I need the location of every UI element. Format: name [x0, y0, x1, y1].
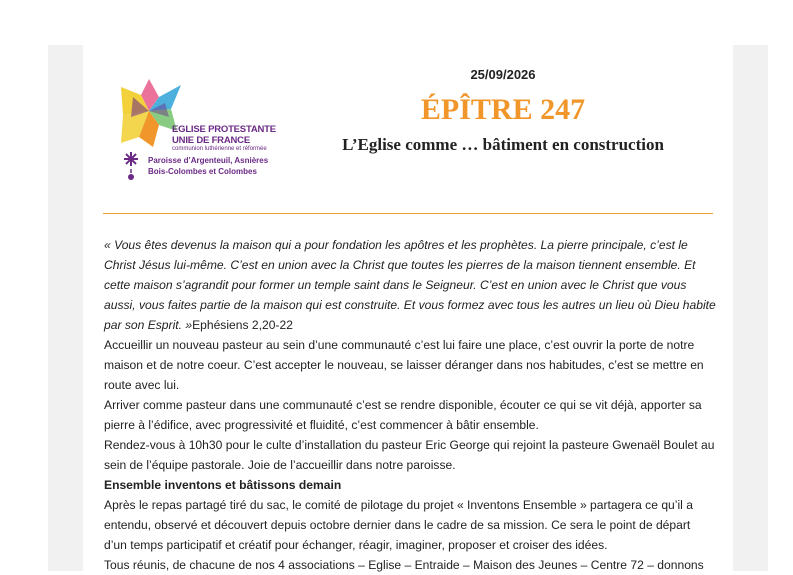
paragraph-4: Après le repas partagé tiré du sac, le comité de pilotage du projet « Inventons Ensemble » partagera ce qu’il a entendu, observé et découvert depuis octobre dernier dans le cadre de sa mission. Ce sera le point de départ d’un temps participatif et créatif pour échanger, réagir, imaginer, proposer et croiser des idées. — [104, 498, 693, 552]
quote-text: « Vous êtes devenus la maison qui a pour fondation les apôtres et les prophètes. La pierre principale, c’est le Christ Jésus lui-même. C’est en union avec la Christ que toutes les pierres de la maison tiennent ensemble. Et cette maison s’agrandit pour former un temple saint dans le Seigneur. C’est en union avec le Christ que vous aussi, vous faites partie de la maison qui est construite. Et vous formez avec tous les autres un lieu où Dieu habite par son Esprit. » — [104, 238, 716, 332]
article-body — [104, 235, 716, 575]
header-divider — [103, 213, 713, 214]
parish-line-1: Paroisse d’Argenteuil, Asnières — [148, 156, 269, 165]
issue-subtitle: L’Eglise comme … bâtiment en construction — [342, 135, 664, 154]
quote-reference: Ephésiens 2,20-22 — [192, 318, 293, 332]
left-gutter — [48, 45, 83, 571]
paragraph-1: Accueillir un nouveau pasteur au sein d’une communauté c’est lui faire une place, c’est ouvrir la porte de notre maison et de notre coeur. C’est accepter le nouveau, se laisser déranger dans nos habitudes, c’est se mettre en route avec lui. — [104, 338, 704, 392]
right-gutter — [733, 45, 768, 571]
logo-line-3: communion luthérienne et réformée — [172, 146, 267, 152]
logo-line-2: UNIE DE FRANCE — [172, 135, 250, 146]
issue-date: 25/09/2026 — [470, 67, 536, 82]
church-logo — [119, 77, 279, 185]
paragraph-5: Tous réunis, de chacune de nos 4 associations – Eglise – Entraide – Maison des Jeunes – Centre 72 – donnons — [104, 558, 704, 572]
paragraph-2: Arriver comme pasteur dans une communauté c’est se rendre disponible, écouter ce qui se vit déjà, apporter sa pierre à l’édifice, avec progressivité et fluidité, c’est commencer à bâtir ensemble. — [104, 398, 702, 432]
logo-line-1: EGLISE PROTESTANTE — [172, 124, 276, 135]
paragraph-3: Rendez-vous à 10h30 pour le culte d’installation du pasteur Eric George qui rejoint la pasteure Gwenaël Boulet au sein de l’équipe pastorale. Joie de l’accueillir dans notre paroisse. — [104, 438, 715, 472]
huguenot-cross-icon — [122, 151, 140, 185]
section-heading: Ensemble inventons et bâtissons demain — [104, 478, 342, 492]
issue-title: ÉPÎTRE 247 — [420, 93, 586, 126]
bible-quote — [104, 235, 716, 335]
parish-line-2: Bois-Colombes et Colombes — [148, 167, 257, 176]
